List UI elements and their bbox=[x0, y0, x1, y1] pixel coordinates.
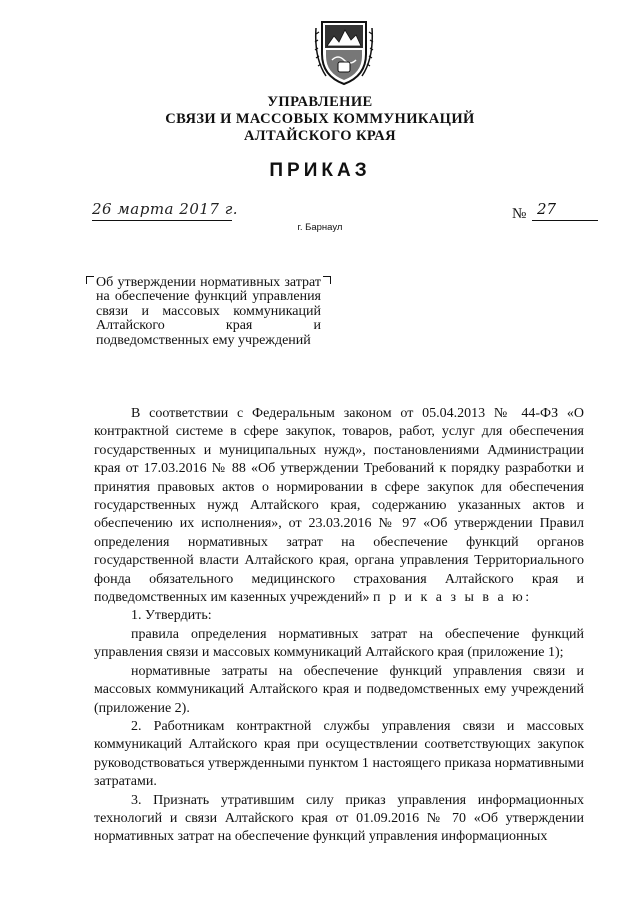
preamble-text: В соответствии с Федеральным законом от 05.04.2013 № 44-ФЗ «О контрактной системе в сфере закупок, товаров, работ, услуг для обеспечения государственных и муниципальных нужд», постановлениями Администрации края от 17.03.2016 № 88 «Об утверждении Требований к порядку разработки и принятия правовых актов о нормировании в сфере закупок для обеспечения государственных нужд Алтайского края, содержанию указанных актов и обеспечению их исполнения», от 23.03.2016 № 97 «Об утверждении Правил определения нормативных затрат на обеспечение функций органов государственной власти Алтайского края, органа управления Территориального фонда обязательного медицинского страхования Алтайского края и подведомственных им казенных учреждений» bbox=[94, 406, 584, 606]
order-word: п р и к а з ы в а ю: bbox=[372, 590, 532, 606]
item-1a-paragraph: правила определения нормативных затрат на обеспечение функций управления связи и массовых коммуникаций Алтайского края (приложение 1); bbox=[94, 626, 584, 661]
number-underline bbox=[532, 220, 598, 221]
date-underline bbox=[92, 220, 232, 221]
handwritten-number: 27 bbox=[537, 200, 557, 218]
subject-bracket-right bbox=[323, 276, 331, 284]
document-subject: Об утверждении нормативных затрат на обеспечение функций управления связи и массовых коммуникаций Алтайского края и подведомственных ему учреждений bbox=[96, 275, 321, 348]
organization-name bbox=[0, 94, 640, 145]
preamble-paragraph bbox=[94, 405, 584, 607]
document-type-title: ПРИКАЗ bbox=[269, 160, 371, 181]
org-line-3: АЛТАЙСКОГО КРАЯ bbox=[243, 128, 397, 144]
number-label: № bbox=[512, 206, 527, 222]
altai-krai-coat-of-arms-icon bbox=[314, 18, 374, 88]
org-line-2: СВЯЗИ И МАССОВЫХ КОММУНИКАЦИЙ bbox=[165, 111, 475, 127]
org-line-1: УПРАВЛЕНИЕ bbox=[267, 94, 373, 110]
document-body bbox=[94, 405, 584, 847]
handwritten-date: 26 марта 2017 г. bbox=[92, 200, 239, 218]
item-1b-paragraph: нормативные затраты на обеспечение функций управления связи и массовых коммуникаций Алтайского края и подведомственных ему учреждений (приложение 2). bbox=[94, 663, 584, 716]
item-3-paragraph: 3. Признать утратившим силу приказ управления информационных технологий и связи Алтайского края от 01.09.2016 № 70 «Об утверждении нормативных затрат на обеспечение функций управления информационных bbox=[94, 792, 584, 845]
item-2-paragraph: 2. Работникам контрактной службы управления связи и массовых коммуникаций Алтайского края при осуществлении соответствующих закупок руководствоваться утвержденными пунктом 1 настоящего приказа нормативными затратами. bbox=[94, 718, 584, 790]
city-label: г. Барнаул bbox=[297, 222, 343, 233]
subject-bracket-left bbox=[86, 276, 94, 284]
item-1-heading: 1. Утвердить: bbox=[131, 608, 212, 624]
